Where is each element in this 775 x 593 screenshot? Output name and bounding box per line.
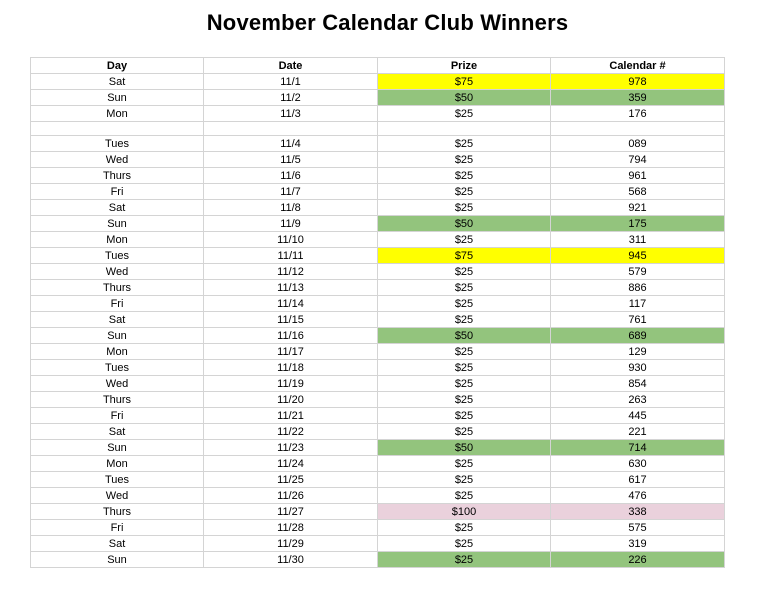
calendar-number-cell: 175: [551, 216, 725, 232]
day-cell: Sat: [31, 200, 204, 216]
prize-cell: $100: [378, 504, 551, 520]
day-cell: Sun: [31, 440, 204, 456]
date-cell: 11/19: [204, 376, 378, 392]
date-cell: 11/5: [204, 152, 378, 168]
day-cell: Tues: [31, 472, 204, 488]
prize-cell: $25: [378, 106, 551, 122]
day-cell: Wed: [31, 488, 204, 504]
day-cell: Thurs: [31, 280, 204, 296]
date-cell: 11/17: [204, 344, 378, 360]
calendar-number-cell: 930: [551, 360, 725, 376]
date-cell: 11/16: [204, 328, 378, 344]
date-cell: 11/3: [204, 106, 378, 122]
day-cell: Fri: [31, 184, 204, 200]
calendar-number-cell: 359: [551, 90, 725, 106]
date-cell: 11/9: [204, 216, 378, 232]
table-row: [31, 408, 725, 424]
table-row: [31, 376, 725, 392]
calendar-number-cell: 617: [551, 472, 725, 488]
date-cell: 11/20: [204, 392, 378, 408]
date-cell: 11/21: [204, 408, 378, 424]
day-cell: Mon: [31, 344, 204, 360]
calendar-number-cell: [551, 122, 725, 136]
table-row: [31, 232, 725, 248]
day-cell: Sun: [31, 216, 204, 232]
table-row: [31, 440, 725, 456]
table-row: [31, 296, 725, 312]
date-cell: 11/6: [204, 168, 378, 184]
calendar-number-cell: 921: [551, 200, 725, 216]
prize-cell: $25: [378, 520, 551, 536]
calendar-number-cell: 978: [551, 74, 725, 90]
table-row: [31, 472, 725, 488]
calendar-number-cell: 568: [551, 184, 725, 200]
prize-cell: $25: [378, 552, 551, 568]
date-cell: 11/2: [204, 90, 378, 106]
date-cell: 11/1: [204, 74, 378, 90]
calendar-number-cell: 117: [551, 296, 725, 312]
column-header-day: Day: [31, 58, 204, 74]
table-row: [31, 264, 725, 280]
prize-cell: $25: [378, 312, 551, 328]
table-row: [31, 360, 725, 376]
day-cell: Thurs: [31, 392, 204, 408]
day-cell: Tues: [31, 136, 204, 152]
date-cell: [204, 122, 378, 136]
table-row: [31, 152, 725, 168]
winners-table: [30, 57, 725, 568]
calendar-number-cell: 761: [551, 312, 725, 328]
table-row: [31, 200, 725, 216]
date-cell: 11/25: [204, 472, 378, 488]
date-cell: 11/28: [204, 520, 378, 536]
table-row: [31, 280, 725, 296]
date-cell: 11/14: [204, 296, 378, 312]
table-row: [31, 456, 725, 472]
day-cell: Sun: [31, 552, 204, 568]
date-cell: 11/12: [204, 264, 378, 280]
day-cell: Tues: [31, 248, 204, 264]
prize-cell: $50: [378, 328, 551, 344]
prize-cell: $25: [378, 264, 551, 280]
table-row: [31, 248, 725, 264]
calendar-number-cell: 089: [551, 136, 725, 152]
prize-cell: $25: [378, 472, 551, 488]
table-row: [31, 136, 725, 152]
day-cell: Sun: [31, 328, 204, 344]
calendar-number-cell: 319: [551, 536, 725, 552]
calendar-number-cell: 476: [551, 488, 725, 504]
prize-cell: $25: [378, 168, 551, 184]
calendar-number-cell: 886: [551, 280, 725, 296]
date-cell: 11/18: [204, 360, 378, 376]
prize-cell: $25: [378, 376, 551, 392]
calendar-number-cell: 689: [551, 328, 725, 344]
prize-cell: $50: [378, 440, 551, 456]
day-cell: Sat: [31, 74, 204, 90]
calendar-number-cell: 226: [551, 552, 725, 568]
date-cell: 11/7: [204, 184, 378, 200]
day-cell: Wed: [31, 264, 204, 280]
day-cell: Sat: [31, 312, 204, 328]
prize-cell: $25: [378, 184, 551, 200]
calendar-number-cell: 575: [551, 520, 725, 536]
day-cell: Mon: [31, 106, 204, 122]
prize-cell: $50: [378, 216, 551, 232]
table-row: [31, 504, 725, 520]
prize-cell: $25: [378, 344, 551, 360]
header-row: [31, 58, 725, 74]
prize-cell: $25: [378, 200, 551, 216]
prize-cell: $25: [378, 488, 551, 504]
prize-cell: $25: [378, 296, 551, 312]
date-cell: 11/30: [204, 552, 378, 568]
calendar-number-cell: 176: [551, 106, 725, 122]
page-title: November Calendar Club Winners: [206, 10, 569, 35]
calendar-number-cell: 445: [551, 408, 725, 424]
prize-cell: $25: [378, 152, 551, 168]
calendar-number-cell: 961: [551, 168, 725, 184]
date-cell: 11/4: [204, 136, 378, 152]
calendar-number-cell: 579: [551, 264, 725, 280]
table-row: [31, 536, 725, 552]
column-header-calendar-number: Calendar #: [551, 58, 725, 74]
prize-cell: $25: [378, 360, 551, 376]
calendar-number-cell: 221: [551, 424, 725, 440]
calendar-number-cell: 129: [551, 344, 725, 360]
prize-cell: $50: [378, 90, 551, 106]
prize-cell: $25: [378, 232, 551, 248]
prize-cell: $75: [378, 74, 551, 90]
table-row: [31, 424, 725, 440]
day-cell: Thurs: [31, 168, 204, 184]
day-cell: Thurs: [31, 504, 204, 520]
calendar-number-cell: 854: [551, 376, 725, 392]
table-row: [31, 106, 725, 122]
date-cell: 11/22: [204, 424, 378, 440]
date-cell: 11/8: [204, 200, 378, 216]
day-cell: [31, 122, 204, 136]
date-cell: 11/26: [204, 488, 378, 504]
day-cell: Mon: [31, 456, 204, 472]
calendar-number-cell: 263: [551, 392, 725, 408]
prize-cell: $25: [378, 136, 551, 152]
calendar-number-cell: 630: [551, 456, 725, 472]
table-row: [31, 184, 725, 200]
table-row: [31, 74, 725, 90]
date-cell: 11/23: [204, 440, 378, 456]
prize-cell: [378, 122, 551, 136]
table-body: [31, 74, 725, 568]
prize-cell: $25: [378, 408, 551, 424]
table-row: [31, 312, 725, 328]
day-cell: Fri: [31, 520, 204, 536]
day-cell: Sun: [31, 90, 204, 106]
table-row: [31, 392, 725, 408]
date-cell: 11/24: [204, 456, 378, 472]
table-row: [31, 520, 725, 536]
prize-cell: $25: [378, 536, 551, 552]
table-row: [31, 328, 725, 344]
prize-cell: $25: [378, 392, 551, 408]
date-cell: 11/27: [204, 504, 378, 520]
day-cell: Sat: [31, 536, 204, 552]
calendar-number-cell: 338: [551, 504, 725, 520]
day-cell: Fri: [31, 408, 204, 424]
date-cell: 11/11: [204, 248, 378, 264]
column-header-prize: Prize: [378, 58, 551, 74]
table-row: [31, 216, 725, 232]
day-cell: Tues: [31, 360, 204, 376]
calendar-number-cell: 311: [551, 232, 725, 248]
calendar-number-cell: 794: [551, 152, 725, 168]
calendar-number-cell: 945: [551, 248, 725, 264]
table-row: [31, 488, 725, 504]
day-cell: Wed: [31, 376, 204, 392]
table-row: [31, 90, 725, 106]
day-cell: Sat: [31, 424, 204, 440]
prize-cell: $25: [378, 456, 551, 472]
table-row: [31, 344, 725, 360]
day-cell: Wed: [31, 152, 204, 168]
date-cell: 11/13: [204, 280, 378, 296]
table-row: [31, 168, 725, 184]
date-cell: 11/29: [204, 536, 378, 552]
day-cell: Fri: [31, 296, 204, 312]
column-header-date: Date: [204, 58, 378, 74]
date-cell: 11/15: [204, 312, 378, 328]
date-cell: 11/10: [204, 232, 378, 248]
calendar-number-cell: 714: [551, 440, 725, 456]
spacer-row: [31, 122, 725, 136]
day-cell: Mon: [31, 232, 204, 248]
prize-cell: $25: [378, 424, 551, 440]
table-row: [31, 552, 725, 568]
prize-cell: $75: [378, 248, 551, 264]
prize-cell: $25: [378, 280, 551, 296]
